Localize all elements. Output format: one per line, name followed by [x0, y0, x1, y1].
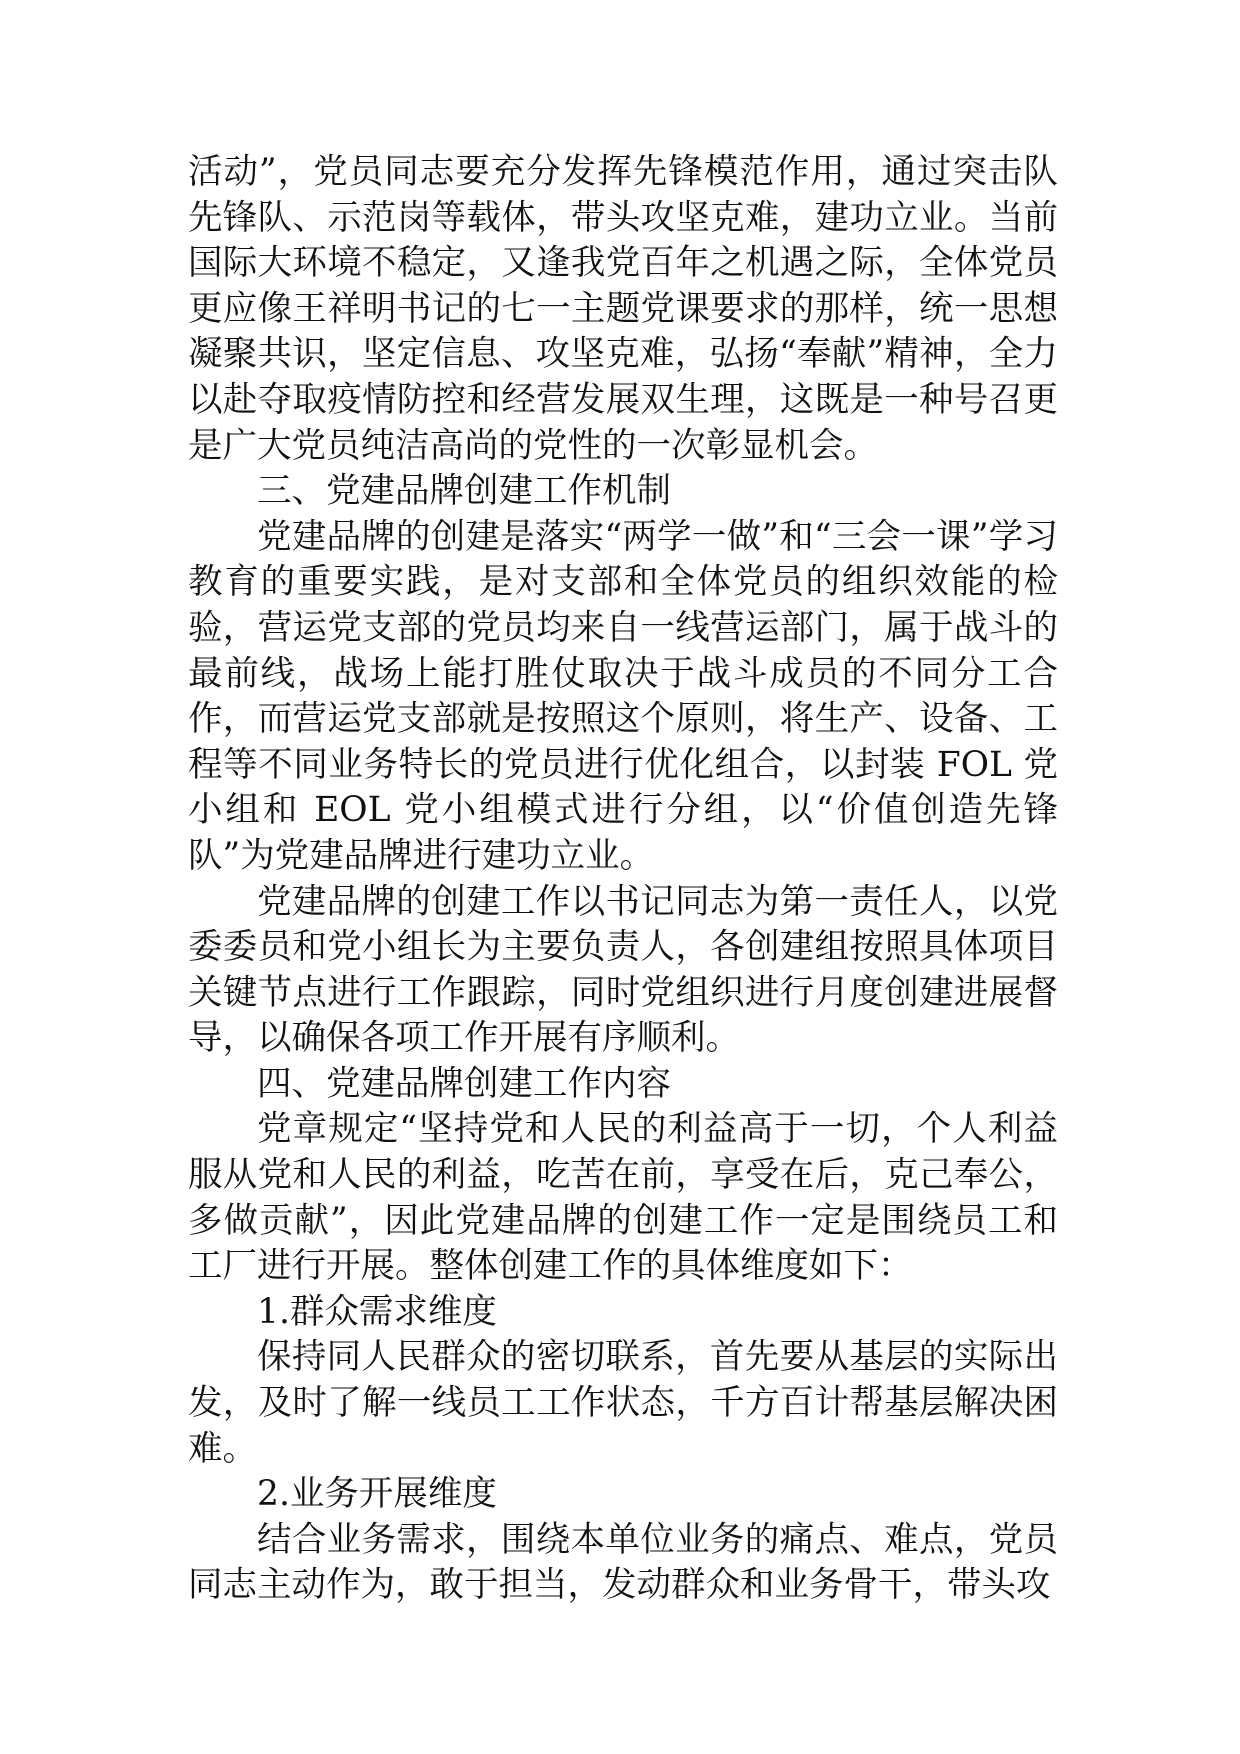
- body-paragraph-5: 保持同人民群众的密切联系，首先要从基层的实际出发，及时了解一线员工工作状态，千方百计帮基层解决困难。: [188, 1337, 1058, 1469]
- body-paragraph-6: 结合业务需求，围绕本单位业务的痛点、难点，党员同志主动作为，敢于担当，发动群众和业务骨干，带头攻: [188, 1519, 1058, 1606]
- document-page: [188, 150, 1058, 1609]
- body-paragraph-1: 活动”，党员同志要充分发挥先锋模范作用，通过突击队先锋队、示范岗等载体，带头攻坚克难，建功立业。当前国际大环境不稳定，又逢我党百年之机遇之际，全体党员更应像王祥明书记的七一主题党课要求的那样，统一思想凝聚共识，坚定信息、攻坚克难，弘扬“奉献”精神，全力以赴夺取疫情防控和经营发展双生理，这既是一种号召更是广大党员纯洁高尚的党性的一次彰显机会。: [188, 152, 1058, 466]
- subheading-1: 1.群众需求维度: [257, 1291, 497, 1332]
- section-heading-4: 四、党建品牌创建工作内容: [257, 1063, 671, 1104]
- body-paragraph-3: 党建品牌的创建工作以书记同志为第一责任人，以党委委员和党小组长为主要负责人，各创建组按照具体项目关键节点进行工作跟踪，同时党组织进行月度创建进展督导，以确保各项工作开展有序顺利。: [188, 881, 1058, 1059]
- body-paragraph-2: 党建品牌的创建是落实“两学一做”和“三会一课”学习教育的重要实践，是对支部和全体党员的组织效能的检验，营运党支部的党员均来自一线营运部门，属于战斗的最前线，战场上能打胜仗取决于战斗成员的不同分工合作，而营运党支部就是按照这个原则，将生产、设备、工程等不同业务特长的党员进行优化组合，以封装 FOL 党小组和 EOL 党小组模式进行分组，以“价值创造先锋队”为党建品牌进行建功立业。: [188, 516, 1058, 876]
- section-heading-3: 三、党建品牌创建工作机制: [257, 471, 671, 512]
- subheading-2: 2.业务开展维度: [257, 1474, 497, 1515]
- body-paragraph-4: 党章规定“坚持党和人民的利益高于一切，个人利益服从党和人民的利益，吃苦在前，享受在后，克己奉公，多做贡献”，因此党建品牌的创建工作一定是围绕员工和工厂进行开展。整体创建工作的具体维度如下：: [188, 1109, 1058, 1287]
